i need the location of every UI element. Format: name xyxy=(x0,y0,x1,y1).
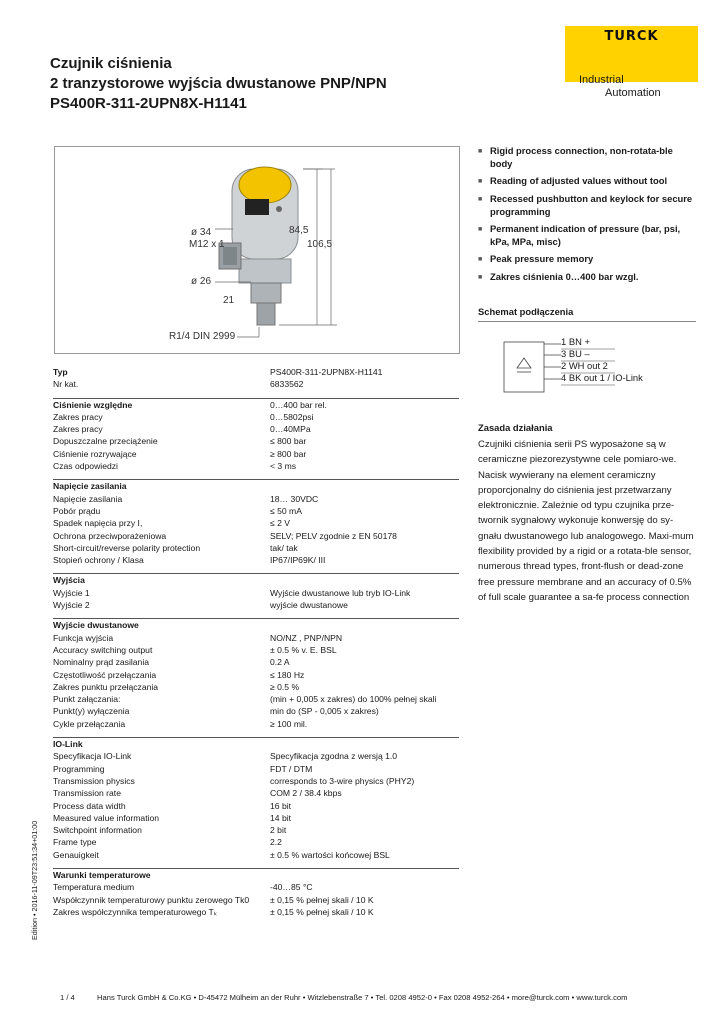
feature-item: ■ Rigid process connection, non-rotata-ble body xyxy=(478,145,673,169)
spec-section-header xyxy=(53,366,459,378)
spec-row xyxy=(53,460,459,472)
spec-key: Napięcie zasilania xyxy=(53,493,123,504)
feature-item: ■ Recessed pushbutton and keylock for secure programming xyxy=(478,193,693,217)
spec-row xyxy=(53,448,459,460)
spec-value: 18… 30VDC xyxy=(270,493,319,504)
spec-key: Punkt załączania: xyxy=(53,694,121,705)
spec-value: < 3 ms xyxy=(270,461,297,472)
bullet-icon: ■ xyxy=(478,226,483,233)
spec-row xyxy=(53,530,459,542)
spec-row xyxy=(53,669,459,681)
spec-value: 0…40MPa xyxy=(270,424,311,435)
edition-stamp: Edition • 2016-11-09T23:51:34+01:00 xyxy=(30,820,39,940)
title-line-1: Czujnik ciśnienia xyxy=(50,55,172,72)
title-line-2: 2 tranzystorowe wyjścia dwustanowe PNP/NPN xyxy=(50,75,387,92)
spec-value: NO/NZ , PNP/NPN xyxy=(270,632,343,643)
spec-value: 0…400 bar rel. xyxy=(270,399,327,410)
spec-value: -40…85 °C xyxy=(270,882,313,893)
spec-key: Accuracy switching output xyxy=(53,644,153,655)
spec-value: ≤ 50 mA xyxy=(270,505,302,516)
spec-key: Transmission rate xyxy=(53,788,121,799)
spec-key: Genauigkeit xyxy=(53,849,99,860)
spec-value xyxy=(270,869,459,881)
spec-row xyxy=(53,542,459,554)
spec-value: ± 0.5 % wartości końcowej BSL xyxy=(270,849,390,860)
spec-row xyxy=(53,554,459,566)
spec-value: SELV; PELV zgodnie z EN 50178 xyxy=(270,530,397,541)
spec-value: ± 0,15 % pełnej skali / 10 K xyxy=(270,906,374,917)
spec-table xyxy=(53,366,459,925)
spec-key: Cykle przełączania xyxy=(53,718,126,729)
spec-key: Częstotliwość przełączania xyxy=(53,669,157,680)
feature-list xyxy=(478,144,696,288)
spec-row xyxy=(53,787,459,799)
spec-section xyxy=(53,479,459,566)
spec-row xyxy=(53,718,459,730)
feature-item: ■ Permanent indication of pressure (bar, psi, kPa, MPa, misc) xyxy=(478,223,681,247)
spec-key: Measured value information xyxy=(53,812,160,823)
logo-tagline xyxy=(565,26,698,106)
spec-key: Wyjścia xyxy=(53,575,85,586)
spec-row xyxy=(53,423,459,435)
spec-key: IO-Link xyxy=(53,739,83,750)
spec-row xyxy=(53,505,459,517)
spec-row xyxy=(53,599,459,611)
schematic-title: Schemat podłączenia xyxy=(478,306,574,317)
spec-value xyxy=(270,738,459,750)
spec-value: ≤ 2 V xyxy=(270,518,291,529)
spec-key: Transmission physics xyxy=(53,775,135,786)
spec-section-header xyxy=(53,738,459,750)
spec-section-header xyxy=(53,574,459,586)
spec-key: Process data width xyxy=(53,800,126,811)
spec-value: 14 bit xyxy=(270,812,292,823)
spec-row xyxy=(53,411,459,423)
spec-row xyxy=(53,824,459,836)
spec-value: 16 bit xyxy=(270,800,292,811)
spec-key: Specyfikacja IO-Link xyxy=(53,751,132,762)
feature-item: ■ Peak pressure memory xyxy=(478,253,594,264)
spec-key: Typ xyxy=(53,367,68,377)
spec-key: Funkcja wyjścia xyxy=(53,632,114,643)
spec-value: ≥ 800 bar xyxy=(270,448,307,459)
spec-key: Czas odpowiedzi xyxy=(53,461,118,472)
sensor-drawing xyxy=(55,147,459,353)
spec-row xyxy=(53,632,459,644)
spec-key: Zakres współczynnika temperaturowego Tₖ xyxy=(53,906,218,917)
spec-row xyxy=(53,587,459,599)
spec-key: Współczynnik temperaturowy punktu zerowego Tk0 xyxy=(53,894,250,905)
spec-key: Ciśnienie względne xyxy=(53,399,133,410)
title-line-3: PS400R-311-2UPN8X-H1141 xyxy=(50,95,247,112)
spec-value: ≥ 100 mil. xyxy=(270,718,308,729)
spec-section-header xyxy=(53,480,459,492)
spec-row xyxy=(53,849,459,861)
dim-wrench: 21 xyxy=(223,295,235,306)
spec-key: Dopuszczalne przeciążenie xyxy=(53,436,158,447)
spec-section xyxy=(53,573,459,611)
page-number: 1 / 4 xyxy=(60,993,75,1002)
spec-key: Programming xyxy=(53,763,105,774)
spec-value: corresponds to 3-wire physics (PHY2) xyxy=(270,775,415,786)
spec-value xyxy=(270,480,459,492)
spec-value xyxy=(270,619,459,631)
spec-key: Spadek napięcia przy I, xyxy=(53,518,143,529)
spec-section xyxy=(53,618,459,730)
spec-row xyxy=(53,644,459,656)
spec-key: Nominalny prąd zasilania xyxy=(53,657,150,668)
pin-1: 1 BN + xyxy=(561,336,590,347)
spec-value: (min + 0,005 x zakres) do 100% pełnej skali xyxy=(270,694,437,705)
spec-section-header xyxy=(53,399,459,411)
spec-value: 0…5802psi xyxy=(270,411,314,422)
spec-key: Zakres punktu przełączania xyxy=(53,681,159,692)
spec-key: Wyjście 1 xyxy=(53,587,90,598)
spec-section-header xyxy=(53,619,459,631)
description-title: Zasada działania xyxy=(478,422,553,433)
bullet-icon: ■ xyxy=(478,274,483,281)
spec-value: 0.2 A xyxy=(270,657,290,668)
dim-h2: 106,5 xyxy=(307,239,333,250)
spec-key: Pobór prądu xyxy=(53,505,101,516)
dim-m12: M12 x 1 xyxy=(189,239,225,250)
spec-key: Switchpoint information xyxy=(53,825,142,836)
spec-value: ≥ 0.5 % xyxy=(270,681,300,692)
spec-key: Ciśnienie rozrywające xyxy=(53,448,137,459)
dim-h1: 84,5 xyxy=(289,225,309,236)
spec-key: Nr kat. xyxy=(53,379,79,390)
sensor-cap xyxy=(239,167,291,203)
spec-key: Ochrona przeciwporażeniowa xyxy=(53,530,167,541)
spec-row xyxy=(53,894,459,906)
spec-row xyxy=(53,750,459,762)
spec-value: ± 0,15 % pełnej skali / 10 K xyxy=(270,894,374,905)
logo-tag-industrial: Industrial xyxy=(579,74,624,86)
spec-key: Zakres pracy xyxy=(53,424,103,435)
dimension-drawing xyxy=(54,146,460,354)
wiring-schematic xyxy=(503,336,693,396)
spec-row xyxy=(53,836,459,848)
spec-value: min do (SP - 0,005 x zakres) xyxy=(270,706,379,717)
spec-value: FDT / DTM xyxy=(270,763,313,774)
spec-section xyxy=(53,366,459,391)
spec-value: wyjście dwustanowe xyxy=(270,600,348,611)
spec-section-header xyxy=(53,869,459,881)
spec-section xyxy=(53,737,459,861)
bullet-icon: ■ xyxy=(478,178,483,185)
spec-key: Napięcie zasilania xyxy=(53,481,127,492)
divider xyxy=(478,321,696,322)
spec-value: Wyjście dwustanowe lub tryb IO-Link xyxy=(270,587,411,598)
spec-row xyxy=(53,775,459,787)
spec-row xyxy=(53,812,459,824)
company-info: Hans Turck GmbH & Co.KG • D-45472 Mülheim an der Ruhr • Witzlebenstraße 7 • Tel. 0208 4952-0 • Fax 0208 4952-264 • more@turck.com • www.turck.com xyxy=(97,993,628,1002)
spec-value: Specyfikacja zgodna z wersją 1.0 xyxy=(270,751,398,762)
feature-item: ■ Reading of adjusted values without tool xyxy=(478,175,668,186)
spec-row xyxy=(53,881,459,893)
spec-value: 6833562 xyxy=(270,379,304,390)
spec-value: ± 0.5 % v. E. BSL xyxy=(270,644,337,655)
spec-value: IP67/IP69K/ III xyxy=(270,555,326,566)
dim-thread: R1/4 DIN 2999 xyxy=(169,331,236,342)
spec-row xyxy=(53,763,459,775)
spec-row xyxy=(53,435,459,447)
spec-key: Stopień ochrony / Klasa xyxy=(53,555,144,566)
spec-section xyxy=(53,398,459,473)
spec-value: PS400R-311-2UPN8X-H1141 xyxy=(270,367,383,377)
description-text: Czujniki ciśnienia serii PS wyposażone są w ceramiczne piezorezystywne cele pomiaro-we. Nacisk wywierany na element ceramiczny proporcjonalny do ciśnienia jest przetwarzany elektronicznie. Zależnie od typu czujnika prze-twornik sygnałowy wykonuje konwersję do sy-gnału dwustanowego lub analogowego. Maxi-mum flexibility provided by a rigid or a rotata-ble sensor, numerous thread types, front-flush or dead-zone free pressure membrane and an accuracy of 0.5% of full scale guarantee a sa-fe process connection xyxy=(478,439,694,603)
logo-text: TURCK xyxy=(604,28,659,44)
dim-d26: ø 26 xyxy=(191,276,212,287)
spec-row xyxy=(53,681,459,693)
spec-key: Wyjście 2 xyxy=(53,600,90,611)
spec-value: 2 bit xyxy=(270,825,287,836)
logo-tag-automation: Automation xyxy=(605,87,661,99)
spec-key: Temperatura medium xyxy=(53,882,135,893)
pin-3: 3 BU – xyxy=(561,348,590,359)
spec-key: Short-circuit/reverse polarity protection xyxy=(53,542,201,553)
spec-section xyxy=(53,868,459,918)
spec-row xyxy=(53,493,459,505)
dim-d34: ø 34 xyxy=(191,227,212,238)
bullet-icon: ■ xyxy=(478,196,483,203)
spec-value: ≤ 800 bar xyxy=(270,436,307,447)
spec-value: tak/ tak xyxy=(270,542,298,553)
spec-value xyxy=(270,574,459,586)
spec-row xyxy=(53,705,459,717)
spec-key: Warunki temperaturowe xyxy=(53,869,151,880)
pin-4: 4 BK out 1 / IO-Link xyxy=(561,372,643,383)
bullet-icon: ■ xyxy=(478,256,483,263)
spec-row xyxy=(53,693,459,705)
feature-item: ■ Zakres ciśnienia 0…400 bar wzgl. xyxy=(478,271,639,282)
sensor-display xyxy=(245,199,269,215)
pin-2: 2 WH out 2 xyxy=(561,360,608,371)
spec-row xyxy=(53,800,459,812)
spec-key: Wyjście dwustanowe xyxy=(53,620,139,631)
spec-value: ≤ 180 Hz xyxy=(270,669,305,680)
spec-row xyxy=(53,906,459,918)
spec-key: Frame type xyxy=(53,837,97,848)
document-title xyxy=(50,54,387,114)
spec-value: COM 2 / 38.4 kbps xyxy=(270,788,342,799)
page-footer xyxy=(60,993,627,1002)
spec-key: Punkt(y) wyłączenia xyxy=(53,706,130,717)
spec-row xyxy=(53,517,459,529)
spec-value: 2.2 xyxy=(270,837,282,848)
spec-key: Zakres pracy xyxy=(53,411,103,422)
spec-row xyxy=(53,656,459,668)
bullet-icon: ■ xyxy=(478,148,483,155)
spec-row xyxy=(53,378,459,390)
